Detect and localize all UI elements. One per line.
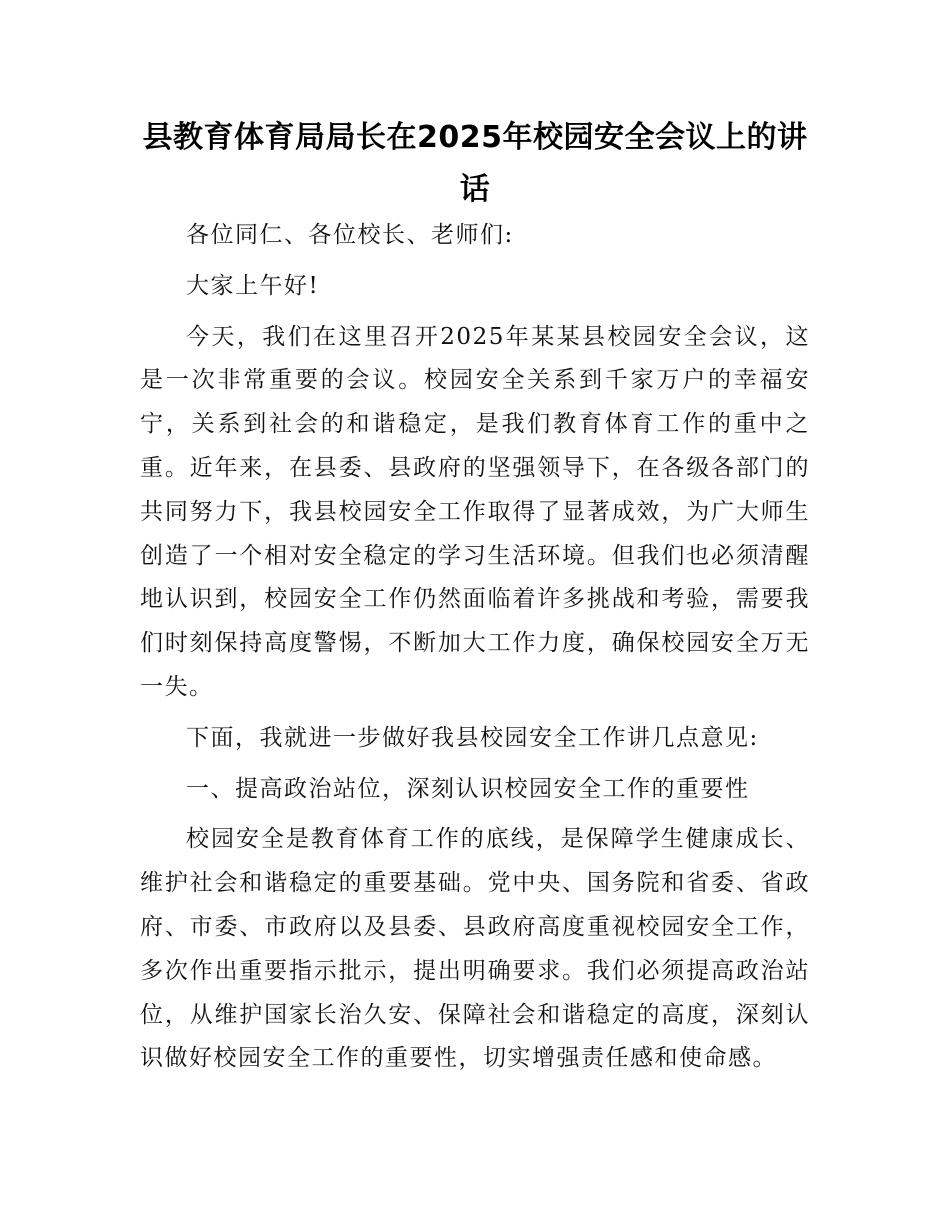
greeting-paragraph: 大家上午好! (186, 272, 320, 299)
body-paragraph: 校园安全是教育体育工作的底线，是保障学生健康成长、维护社会和谐稳定的重要基础。党中央、国务院和省委、省政府、市委、市政府以及县委、县政府高度重视校园安全工作，多次作出重要指示批示，提出明确要求。我们必须提高政治站位，从维护国家长治久安、保障社会和谐稳定的高度，深刻认识做好校园安全工作的重要性，切实增强责任感和使命感。 (140, 826, 810, 1072)
document-body (140, 214, 810, 1088)
salutation-paragraph: 各位同仁、各位校长、老师们: (186, 222, 514, 248)
section-heading: 一、提高政治站位，深刻认识校园安全工作的重要性 (186, 775, 750, 802)
document-title: 县教育体育局局长在2025年校园安全会议上的讲话 (142, 120, 808, 207)
body-paragraph: 今天，我们在这里召开2025年某某县校园安全会议，这是一次非常重要的会议。校园安全关系到千家万户的幸福安宁，关系到社会的和谐稳定，是我们教育体育工作的重中之重。近年来，在县委、县政府的坚强领导下，在各级各部门的共同努力下，我县校园安全工作取得了显著成效，为广大师生创造了一个相对安全稳定的学习生活环境。但我们也必须清醒地认识到，校园安全工作仍然面临着许多挑战和考验，需要我们时刻保持高度警惕，不断加大工作力度，确保校园安全万无一失。 (140, 323, 810, 700)
body-paragraph: 下面，我就进一步做好我县校园安全工作讲几点意见: (186, 724, 759, 751)
